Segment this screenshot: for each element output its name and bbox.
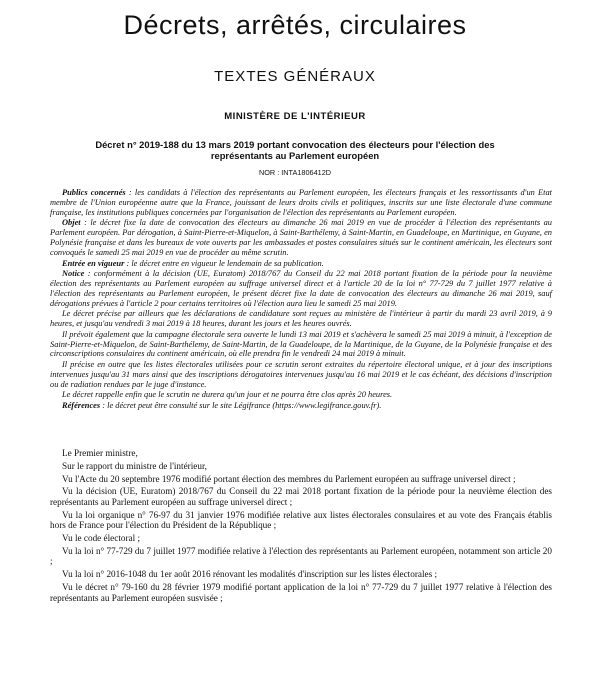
decree-body bbox=[50, 448, 552, 605]
body-paragraph: Vu l'Acte du 20 septembre 1976 modifié portant élection des membres du Parlement européen au suffrage universel direct ; bbox=[62, 473, 516, 484]
notice-label: Références bbox=[62, 400, 101, 410]
body-paragraph: Vu le décret n° 79-160 du 28 février 1979 modifié portant application de la loi n° 77-729 du 7 juillet 1977 relative à l'élection des représentants au Parlement européen susvisée ; bbox=[50, 582, 552, 603]
notice-block bbox=[50, 188, 552, 411]
body-paragraph: Le Premier ministre, bbox=[62, 448, 138, 458]
body-paragraph: Vu la loi organique n° 76-97 du 31 janvier 1976 modifiée relative aux listes électorales consulaires et au vote des Français établis hors de France pour l'élection du Président de la République ; bbox=[50, 509, 552, 531]
notice-text: : les candidats à l'élection des représentants au Parlement européen, les électeurs français et les ressortissants d'un Etat membre de l'Union européenne autre que la France, jouissant de leurs droits civils et politiques, inscrits sur une liste électorale d'une commune française, les institutions publiques concernées par l'organisation de l'élection des représentants au Parlement européen. bbox=[50, 188, 553, 217]
notice-label: Publics concernés bbox=[62, 188, 126, 197]
notice-paragraph bbox=[50, 330, 552, 360]
notice-text: : le décret entre en vigueur le lendemain de sa publication. bbox=[124, 258, 324, 268]
notice-paragraph bbox=[50, 390, 552, 400]
body-paragraph: Vu la décision (UE, Euratom) 2018/767 du Conseil du 22 mai 2018 portant fixation de la période pour la neuvième élection des représentants au Parlement européen au suffrage universel direct ; bbox=[50, 486, 552, 507]
page-title: Décrets, arrêtés, circulaires bbox=[123, 10, 467, 40]
notice-paragraph bbox=[50, 360, 552, 390]
notice-paragraph bbox=[50, 309, 552, 329]
ministry-heading: MINISTÈRE DE L'INTÉRIEUR bbox=[224, 111, 366, 122]
notice-paragraph bbox=[50, 259, 552, 269]
notice-paragraph bbox=[50, 188, 552, 218]
notice-text: : le décret fixe la date de convocation des électeurs au dimanche 26 mai 2019 en vue de procéder à l'élection des représentants au Parlement européen. Par dérogation, à Saint-Pierre-et-Miquelon, à Saint-Barthélemy, à Saint-Martin, en Guadeloupe, en Martinique, en Guyane, en Polynésie française et dans les bureaux de vote ouverts par les ambassades et postes consulaires situés sur le continent américain, les électeurs sont convoqués le samedi 25 mai 2019 en vue de procéder au même scrutin. bbox=[50, 218, 552, 258]
notice-text: : le décret peut être consulté sur le site Légifrance (https://www.legifrance.gouv.fr). bbox=[100, 400, 382, 410]
section-title: TEXTES GÉNÉRAUX bbox=[214, 68, 376, 85]
nor-reference: NOR : INTA1806412D bbox=[258, 168, 332, 177]
notice-paragraph bbox=[50, 218, 552, 258]
body-paragraph: Sur le rapport du ministre de l'intérieur, bbox=[62, 460, 207, 471]
notice-text: Le décret précise par ailleurs que les déclarations de candidature sont reçues au ministère de l'intérieur à partir du mardi 23 avril 2019, à 9 heures, et jusqu'au vendredi 3 mai 2019 à 18 heures, durant les jours et les heures ouvrés. bbox=[50, 309, 552, 329]
body-paragraph: Vu la loi n° 77-729 du 7 juillet 1977 modifiée relative à l'élection des représentants au Parlement européen, notamment son article 20 ; bbox=[50, 545, 552, 567]
decree-title: Décret n° 2019-188 du 13 mars 2019 portant convocation des électeurs pour l'élection des représentants au Parlement européen bbox=[95, 139, 495, 161]
notice-text: Il précise en outre que les listes électorales utilisées pour ce scrutin seront extraites du répertoire électoral unique, et à jour des inscriptions intervenues jusqu'au 31 mars ainsi que des inscriptions dérogatoires intervenues jusqu'au 16 mai 2019 et le cas échéant, des décisions d'inscription ou de radiation rendues par le juge d'instance. bbox=[50, 359, 552, 389]
notice-label: Notice bbox=[62, 269, 85, 279]
notice-paragraph bbox=[50, 401, 552, 411]
body-paragraph: Vu le code électoral ; bbox=[62, 533, 141, 544]
body-paragraph: Vu la loi n° 2016-1048 du 1er août 2016 rénovant les modalités d'inscription sur les listes électorales ; bbox=[62, 569, 438, 580]
notice-text: Le décret rappelle enfin que le scrutin ne durera qu'un jour et ne pourra être clos après 20 heures. bbox=[62, 390, 393, 400]
notice-text: : conformément à la décision (UE, Euratom) 2018/767 du Conseil du 22 mai 2018 portant fixation de la période pour la neuvième élection des représentants au Parlement européen au suffrage universel direct et à l'article 20 de la loi n° 77-729 du 7 juillet 1977 relative à l'élection des représentants au Parlement européen, le présent décret fixe la date de convocation des électeurs au dimanche 26 mai 2019, sauf dérogations prévues à l'article 2 pour certains territoires où l'élection aura lieu le samedi 25 mai 2019. bbox=[50, 269, 552, 308]
notice-paragraph bbox=[50, 269, 552, 309]
notice-text: Il prévoit également que la campagne électorale sera ouverte le lundi 13 mai 2019 et s'achèvera le samedi 25 mai 2019 à minuit, à l'exception de Saint-Pierre-et-Miquelon, de Saint-Barthélemy, de Saint-Martin, de la Guadeloupe, de la Martinique, de la Guyane, de la Polynésie française et des circonscriptions consulaires du continent américain, où elle prendra fin le vendredi 24 mai 2019 à minuit. bbox=[50, 329, 552, 359]
notice-label: Objet bbox=[62, 218, 81, 228]
notice-label: Entrée en vigueur bbox=[62, 258, 125, 268]
